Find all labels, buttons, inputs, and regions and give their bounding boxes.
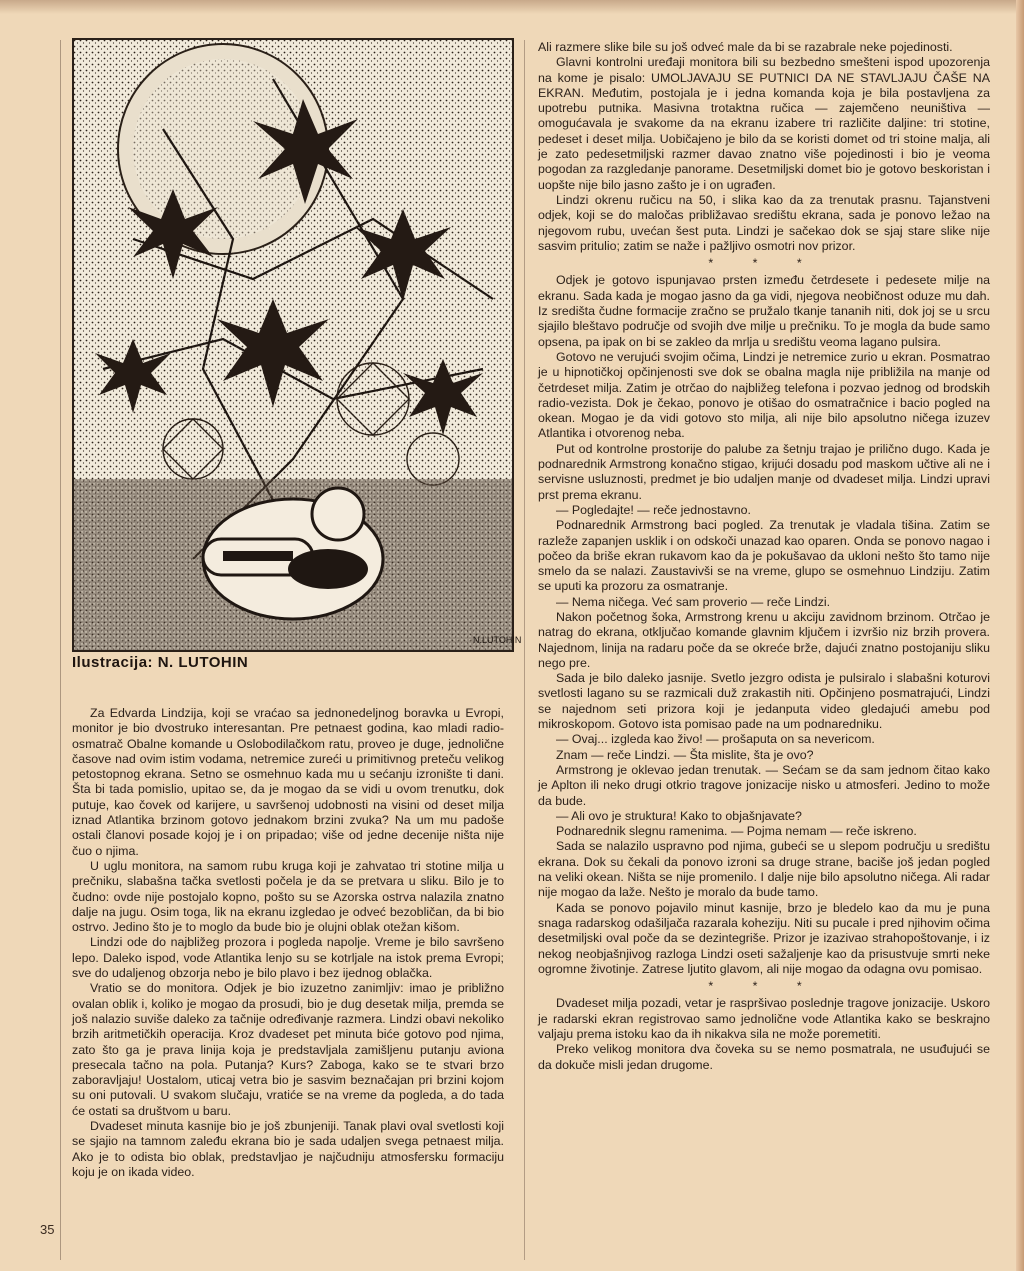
right-text-column: [538, 40, 990, 1073]
paragraph: Odjek je gotovo ispunjavao prsten između četrdesete i pedesete milje na ekranu. Sada kada je mogao jasno da ga vidi, njegova neobičnost oduze mu dah. Iz središta čudne formacije zračno se pružalo tkanje tananih niti, dok joj se u srcu sjajilo bleštavo područje od svojih dve milje u prečniku. To je mogla da bude samo opsena, pa ipak on bi se zakleo da mrlja u središtu veoma lagano pulsira.: [538, 273, 990, 349]
paragraph: — Ali ovo je struktura! Kako to objašnjavate?: [556, 808, 802, 823]
paragraph: Glavni kontrolni uređaji monitora bili su bezbedno smešteni ispod upozorenja na kome je pisalo: UMOLJAVAJU SE PUTNICI DA NE STAVLJAJU ČAŠE NA EKRAN. Međutim, postojala je i jedna komanda koja je bila postavljena za upotrebu putnika. Masivna trotaktna ručica — zajemčeno neuništiva — omogućavala je svakome da na ekranu izabere tri različite daljine: tri stotine, pedeset i deset milja. Uobičajeno je bilo da se koristi domet od tri stoine malja, ali je zato pedesetmiljski razmer davao znatno više pojedinosti i bio je veoma pogodan za razgledanje panorame. Desetmiljski domet bio je gotovo beskoristan i uopšte nije bilo jasno zašto je i on ugrađen.: [538, 55, 990, 192]
illustration-credit: Ilustracija: N. LUTOHIN: [72, 654, 249, 671]
left-margin-rule: [60, 40, 61, 1260]
paragraph: U uglu monitora, na samom rubu kruga koji je zahvatao tri stotine milja u prečniku, slabašna tačka svetlosti počela je da se pretvara u sliku. Bilo je to čudno: ovde nije postojalo kopno, pošto su se Azorska ostrva nalazila znatno dalje na jugu. Osim toga, lik na ekranu izgledao je odveć bezobličan, da bi bio ostrvo. Jedino što je to moglo da bude bio je olujni oblak otežan kišom.: [72, 858, 504, 935]
paragraph: — Nema ničega. Već sam proverio — reče Lindzi.: [556, 594, 831, 609]
illustration: [72, 38, 522, 652]
section-break: * * *: [708, 979, 820, 994]
page-edge-right: [1016, 0, 1024, 1271]
page-edge-top: [0, 0, 1024, 14]
section-break: * * *: [708, 256, 820, 271]
paragraph: Podnarednik slegnu ramenima. — Pojma nemam — reče iskreno.: [556, 824, 917, 839]
paragraph: — Pogledajte! — reče jednostavno.: [556, 502, 751, 517]
page-number: 35: [40, 1222, 55, 1237]
paragraph: Kada se ponovo pojavilo minut kasnije, brzo je bledelo kao da mu je puna snaga radarskog odašiljača razarala koheziju. Niti su pucale i pred njihovim očima desetmiljski oval poče da se dezintegriše. Prizor je izazivao strahopoštovanje, i iz nekog neobjašnjivog razloga Lindzi oseti sažaljenje kao da prisustvuje smrti neke ogromne životinje. Zatrese ljutito glavom, ali nije mogao da odagna ovu pomisao.: [538, 900, 990, 976]
paragraph: Lindzi ode do najbližeg prozora i pogleda napolje. Vreme je bilo savršeno lepo. Daleko ispod, vode Atlantika lenjo su se kotrljale na istok prema Evropi; sve do udaljenog obzorja nebo je bilo plavo i bez ijednog oblačka.: [72, 935, 504, 981]
paragraph: Gotovo ne verujući svojim očima, Lindzi je netremice zurio u ekran. Posmatrao je u hipnotičkoj opčinjenosti sve dok se obalna magla nije približila na manje od četrdeset milja. Zatim je otrčao do najbližeg telefona i pozvao jednog od brodskih radio-vezista. Dok je čekao, ponovo je otišao do osmatračnice i bacio pogled na okean. Mogao je da vidi gotovo sto milja, ali nije bilo apsolutno ničega izuzev Atlantika i otvorenog neba.: [538, 349, 990, 441]
paragraph: Dvadeset minuta kasnije bio je još zbunjeniji. Tanak plavi oval svetlosti koji se sjajio na tamnom zaleđu ekrana bio je sada udaljen svega petnaest milja. Ako je to odista bio oblak, predstavljao je najčudniju atmosfersku formaciju koju je on ikada video.: [72, 1119, 504, 1179]
paragraph: Za Edvarda Lindzija, koji se vraćao sa jednonedeljnog boravka u Evropi, monitor je bio dvostruko interesantan. Pre petnaest godina, kao mladi radio-osmatrač Obalne komande u Oslobodilačkom ratu, proveo je duge, jednolične časove nad ovim istim vodama, netremice zureći u primitivnog preteču velikog petostopnog ekrana. Setno se osmehnuo kada mu u sećanju izronište ti dani. Šta bi tada pomislio, upitao se, da je mogao da se vidi u ovom trenutku, dok putuje, kao čovek od karijere, u savršenoj udobnosti na visini od deset milja iznad Atlantika brzinom gotovo jednakom brzini zvuka? Na um mu padoše ostali članovi posade kojoj je i on pripadao; više od jedne decenije ništa nije čuo o njima.: [72, 706, 504, 858]
paragraph: Armstrong je oklevao jedan trenutak. — Sećam se da sam jednom čitao kako je Aplton ili neko drugi otkrio tragove jonizacije nisko u atmosferi. Jedino to može da bude.: [538, 762, 990, 808]
paragraph: Ali razmere slike bile su još odveć male da bi se razabrale neke pojedinosti.: [538, 40, 953, 54]
paragraph: Znam — reče Lindzi. — Šta mislite, šta je ovo?: [556, 747, 814, 762]
paragraph: Put od kontrolne prostorije do palube za šetnju trajao je prilično dugo. Kada je podnarednik Armstrong konačno stigao, krijući dosadu pod maskom učtive ali ne i servisne usluznosti, predmet je bio udaljen manje od dvadeset milja. Lindzi upravi prst prema ekranu.: [538, 441, 990, 502]
paragraph: Podnarednik Armstrong baci pogled. Za trenutak je vladala tišina. Zatim se razleže zapanjen usklik i on odskoči unazad kao oparen. Onda se ponovo nagao i počeo da briše ekran rukavom kao da je pokušavao da ukloni nešto što tamo nije smelo da se nalazi. Zaustavivši se na vreme, glupo se osmehnuo Lindziju. Zatim se uputi ka prozoru za osmatranje.: [538, 518, 990, 594]
left-text-column: [72, 706, 504, 1180]
paragraph: — Ovaj... izgleda kao živo! — prošaputa on sa nevericom.: [556, 732, 875, 747]
paragraph: Preko velikog monitora dva čoveka su se nemo posmatrala, ne usuđujući se da dokuče misli jedan drugome.: [538, 1042, 990, 1072]
paragraph: Vratio se do monitora. Odjek je bio izuzetno zanimljiv: imao je približno ovalan oblik i, koliko je mogao da prosudi, bio je dug desetak milja, premda se još nalazio suviše daleko za tačnije određivanje razmera. Lindzi obavi nekoliko brzih aritmetičkih operacija. Kroz dvadeset pet minuta biće gotovo pod njima, zato što ga je prava linija koja je predstavljala zamišljenu putanju aviona presecala tačno na pola. Putanja? Kurs? Zaboga, kako se te stvari brzo zaboravljaju! Uostalom, uticaj vetra bio je sasvim beznačajan pri brzini kojom su oni putovali. U svakom slučaju, vratiće se na vreme da pogleda, a do tada će ostati sa društvom u baru.: [72, 981, 504, 1118]
illustration-artwork: [73, 39, 522, 651]
paragraph: Dvadeset milja pozadi, vetar je raspršivao poslednje tragove jonizacije. Uskoro je radarski ekran registrovao samo jednolične vode Atlantika kako se beskrajno valjaju prema istoku kao da ih nikakva sila ne može poremetiti.: [538, 996, 990, 1041]
paragraph: Nakon početnog šoka, Armstrong krenu u akciju zavidnom brzinom. Otrčao je natrag do ekrana, otključao komande glavnim ključem i izvršio niz brzih provera. Najednom, linija na radaru poče da se okreće brže, dajući znatno postojaniju sliku nego pre.: [538, 609, 990, 670]
paragraph: Sada se nalazilo uspravno pod njima, gubeći se u slepom području u središtu ekrana. Dok su čekali da ponovo izroni sa druge strane, baciše još jedan pogled na veliki okean. Ništa se nije promenilo. I dalje nije bilo apsolutno ničega. Ali radar nije mogao da laže. Nešto je moralo da bude tamo.: [538, 839, 990, 900]
column-divider: [524, 40, 525, 1260]
paragraph: Sada je bilo daleko jasnije. Svetlo jezgro odista je pulsiralo i slabašni koturovi svetlosti lagano su se razmicali duž zrakastih niti. Opčinjeno posmatrajući, Lindzi se najednom seti prizora koji je jedanputa video gledajući amebu pod mikroskopom. Gotovo ista pomisao pade na um podnaredniku.: [538, 671, 990, 732]
paragraph: Lindzi okrenu ručicu na 50, i slika kao da za trenutak prasnu. Tajanstveni odjek, koji se do maločas približavao središtu ekrana, sada je ponovo ležao na njegovom rubu, uvećan šest puta. Lindzi je sačekao dok se sjaj stare slike nije sasvim pritulio; zatim se naže i pažljivo osmotri nov prizor.: [538, 192, 990, 253]
illustrator-signature: N.LUTOHIN: [473, 635, 522, 645]
